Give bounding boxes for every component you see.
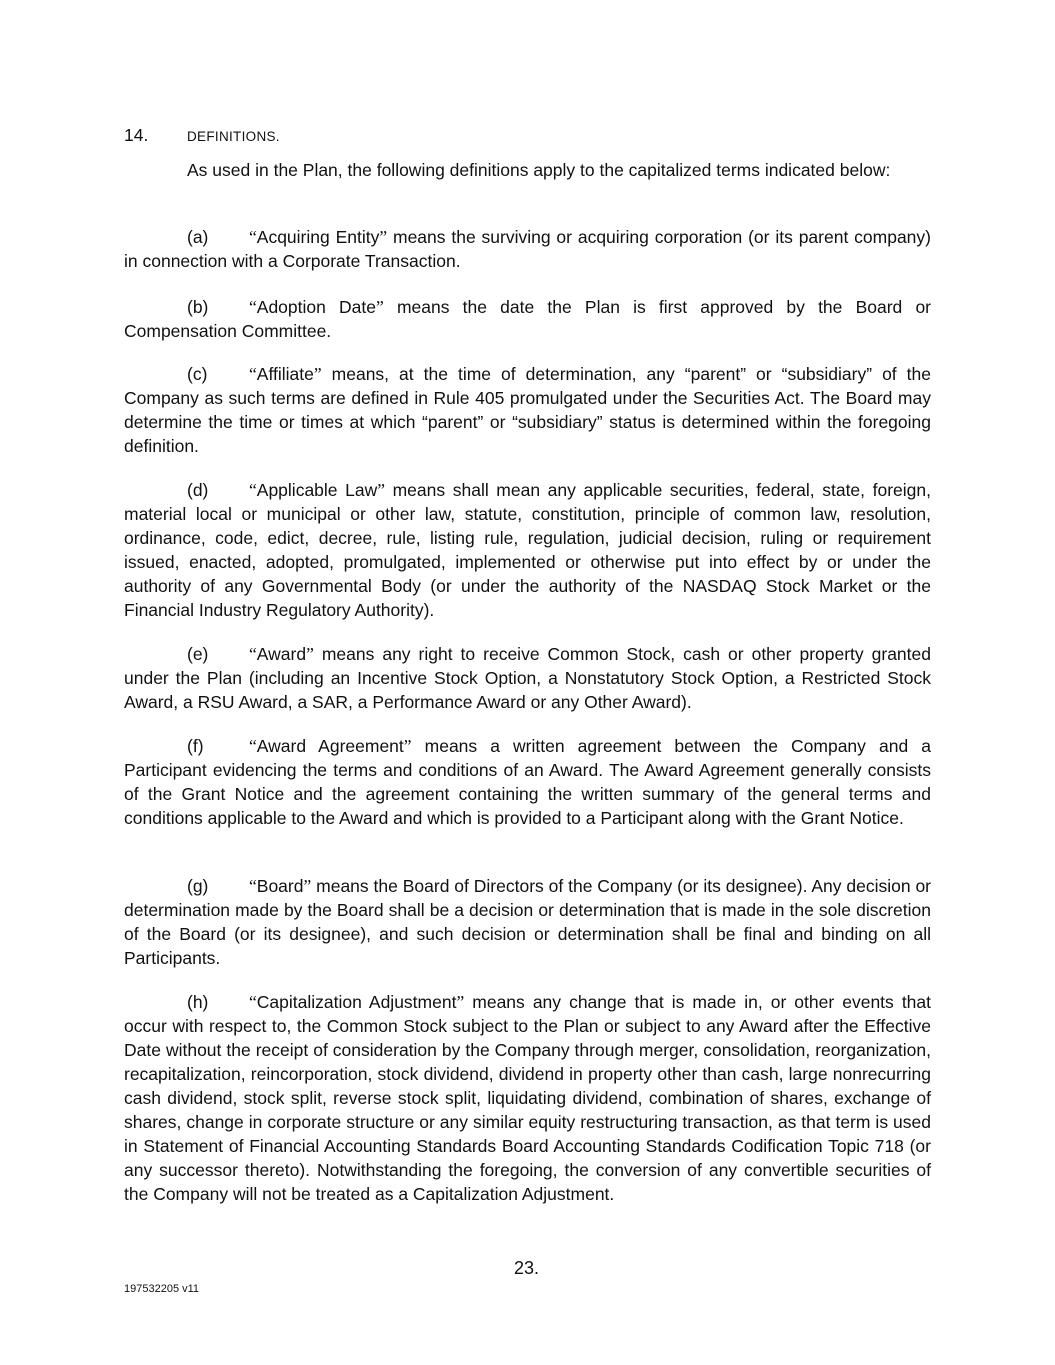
definition-term: Applicable Law	[256, 480, 378, 500]
definition-text: means the surviving or acquiring corporation (or its parent company) in connection with a Corporate Transaction.	[124, 227, 931, 271]
definition-d: (d) “Applicable Law” means shall mean any applicable securities, federal, state, foreign, material local or municipal or other law, statute, constitution, principle of common law, resolution, ordinance, code, edict, decree, rule, listing rule, regulation, judicial decision, ruling or requirement issued, enacted, adopted, promulgated, implemented or otherwise put into effect by or under the authority of any Governmental Body (or under the authority of the NASDAQ Stock Market or the Financial Industry Regulatory Authority).	[124, 480, 931, 620]
definition-term: Capitalization Adjustment	[256, 992, 457, 1012]
page-number: 23.	[514, 1258, 540, 1278]
definition-term: Adoption Date	[256, 297, 377, 317]
definition-term: Affiliate	[256, 364, 314, 384]
section-title: DEFINITIONS.	[187, 129, 280, 144]
definition-text: means any right to receive Common Stock, cash or other property granted under the Plan (including an Incentive Stock Option, a Nonstatutory Stock Option, a Restricted Stock Award, a RSU Award, a SAR, a Performance Award or any Other Award).	[124, 644, 931, 712]
section-number: 14.	[124, 125, 149, 145]
definition-term: Board	[256, 876, 304, 896]
definition-text: means the date the Plan is first approved by the Board or Compensation Committee.	[124, 297, 931, 341]
definition-text: means, at the time of determination, any “parent” or “subsidiary” of the Company as such terms are defined in Rule 405 promulgated under the Securities Act. The Board may determine the time or times at which “parent” or “subsidiary” status is determined within the foregoing definition.	[124, 364, 931, 456]
definition-term: Award Agreement	[256, 736, 404, 756]
definition-label: (c)	[187, 364, 208, 384]
definition-text: means the Board of Directors of the Company (or its designee). Any decision or determination made by the Board shall be a decision or determination that is made in the sole discretion of the Board (or its designee), and such decision or determination shall be final and binding on all Participants.	[124, 876, 931, 968]
definition-c: (c) “Affiliate” means, at the time of determination, any “parent” or “subsidiary” of the Company as such terms are defined in Rule 405 promulgated under the Securities Act. The Board may determine the time or times at which “parent” or “subsidiary” status is determined within the foregoing definition.	[124, 364, 931, 456]
definition-text: means a written agreement between the Company and a Participant evidencing the terms and conditions of an Award. The Award Agreement generally consists of the Grant Notice and the agreement containing the written summary of the general terms and conditions applicable to the Award and which is provided to a Participant along with the Grant Notice.	[124, 736, 931, 828]
definition-g: (g) “Board” means the Board of Directors of the Company (or its designee). Any decision or determination made by the Board shall be a decision or determination that is made in the sole discretion of the Board (or its designee), and such decision or determination shall be final and binding on all Participants.	[124, 876, 931, 968]
definition-text: means any change that is made in, or other events that occur with respect to, the Common Stock subject to the Plan or subject to any Award after the Effective Date without the receipt of consideration by the Company through merger, consolidation, reorganization, recapitalization, reincorporation, stock dividend, dividend in property other than cash, large nonrecurring cash dividend, stock split, reverse stock split, liquidating dividend, combination of shares, exchange of shares, change in corporate structure or any similar equity restructuring transaction, as that term is used in Statement of Financial Accounting Standards Board Accounting Standards Codification Topic 718 (or any successor thereto). Notwithstanding the foregoing, the conversion of any convertible securities of the Company will not be treated as a Capitalization Adjustment.	[124, 992, 932, 1204]
definition-label: (d)	[187, 480, 209, 500]
definition-label: (g)	[187, 876, 209, 896]
document-id: 197532205 v11	[124, 1283, 200, 1295]
intro-paragraph: As used in the Plan, the following definitions apply to the capitalized terms indicated below:	[187, 160, 891, 180]
definition-term: Award	[256, 644, 307, 664]
definition-text: means shall mean any applicable securities, federal, state, foreign, material local or municipal or other law, statute, constitution, principle of common law, resolution, ordinance, code, edict, decree, rule, listing rule, regulation, judicial decision, ruling or requirement issued, enacted, adopted, promulgated, implemented or otherwise put into effect by or under the authority of any Governmental Body (or under the authority of the NASDAQ Stock Market or the Financial Industry Regulatory Authority).	[124, 480, 931, 620]
definition-f: (f) “Award Agreement” means a written agreement between the Company and a Participant evidencing the terms and conditions of an Award. The Award Agreement generally consists of the Grant Notice and the agreement containing the written summary of the general terms and conditions applicable to the Award and which is provided to a Participant along with the Grant Notice.	[124, 736, 931, 828]
definition-label: (h)	[187, 992, 209, 1012]
definition-a: (a) “Acquiring Entity” means the surviving or acquiring corporation (or its parent company) in connection with a Corporate Transaction.	[124, 227, 931, 271]
definition-e: (e) “Award” means any right to receive Common Stock, cash or other property granted under the Plan (including an Incentive Stock Option, a Nonstatutory Stock Option, a Restricted Stock Award, a RSU Award, a SAR, a Performance Award or any Other Award).	[124, 644, 931, 712]
definition-term: Acquiring Entity	[256, 227, 380, 247]
section-heading	[124, 125, 280, 146]
definition-h: (h) “Capitalization Adjustment” means any change that is made in, or other events that occur with respect to, the Common Stock subject to the Plan or subject to any Award after the Effective Date without the receipt of consideration by the Company through merger, consolidation, reorganization, recapitalization, reincorporation, stock dividend, dividend in property other than cash, large nonrecurring cash dividend, stock split, reverse stock split, liquidating dividend, combination of shares, exchange of shares, change in corporate structure or any similar equity restructuring transaction, as that term is used in Statement of Financial Accounting Standards Board Accounting Standards Codification Topic 718 (or any successor thereto). Notwithstanding the foregoing, the conversion of any convertible securities of the Company will not be treated as a Capitalization Adjustment.	[124, 992, 932, 1204]
definition-b: (b) “Adoption Date” means the date the Plan is first approved by the Board or Compensation Committee.	[124, 297, 931, 341]
definition-label: (b)	[187, 297, 209, 317]
definition-label: (f)	[187, 736, 204, 756]
definition-label: (e)	[187, 644, 209, 664]
definition-label: (a)	[187, 227, 209, 247]
